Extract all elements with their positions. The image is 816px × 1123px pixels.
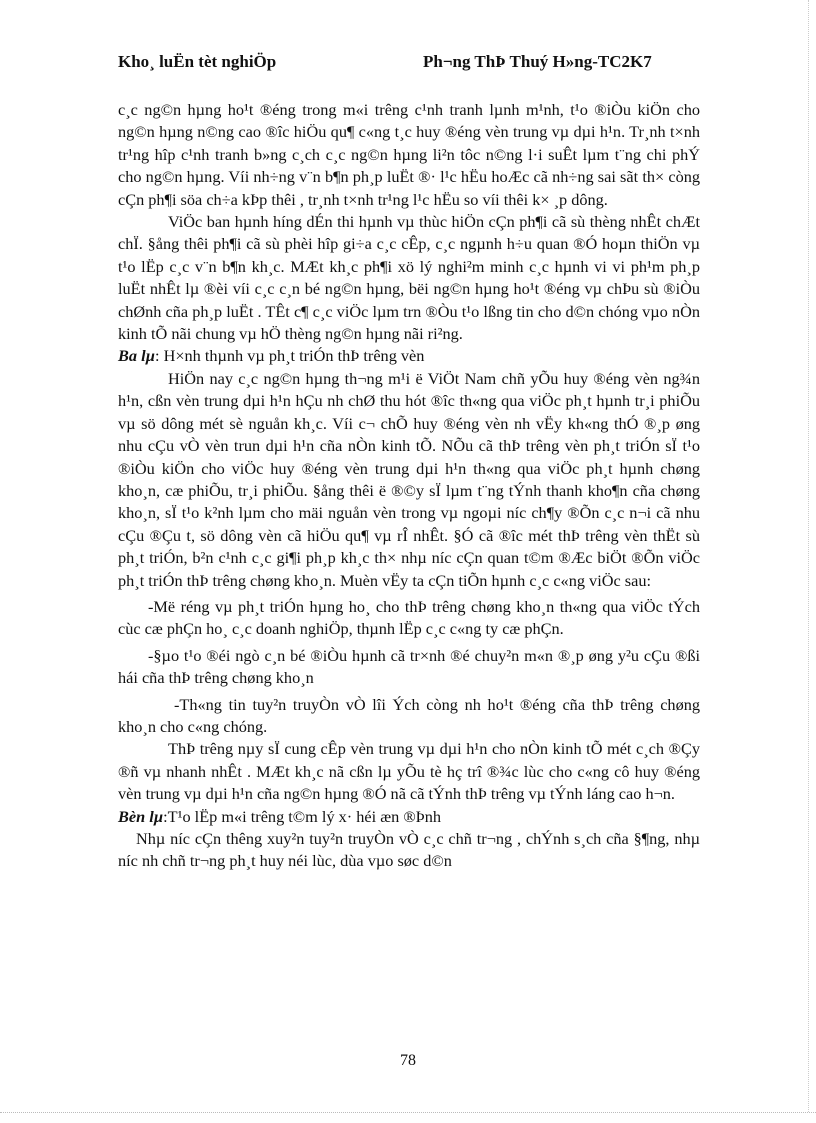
paragraph: Nhµ níc cÇn thêng xuy²n tuy²n truyÒn vÒ c¸c chñ tr¬ng , chÝnh s¸ch cña §¶ng, nhµ níc nh chñ tr¬ng ph¸t huy néi lùc, dùa vµo søc d©n [118,829,700,871]
page-number: 78 [400,1052,416,1069]
body-text [118,99,700,873]
section-3-label: Ba lµ [118,346,155,366]
section-4-label: Bèn lµ [118,806,164,826]
paragraph: ThÞ trêng nµy sÏ cung cÊp vèn trung vµ dµi h¹n cho nÒn kinh tÕ mét c¸ch ®Çy ®ñ vµ nhanh nhÊt . MÆt kh¸c nã cßn lµ yÕu tè hç trî ®¾c lùc cho c«ng cô huy ®éng vèn trung vµ dµi h¹n cña ng©n hµng ®Ó nã cã tÝnh thÞ trêng vµ tÝnh láng cao h¬n. [118,739,700,804]
page-right-divider [808,0,809,1112]
header-right-author: Ph¬ng ThÞ Thuý H»ng-TC2K7 [423,52,652,71]
section-3-title: : H×nh thµnh vµ ph¸t triÓn thÞ trêng vèn [154,346,425,366]
header-left-title: Kho¸ luËn tèt nghiÖp [118,52,277,71]
paragraph: ViÖc ban hµnh híng dÉn thi hµnh vµ thùc hiÖn cÇn ph¶i cã sù thèng nhÊt chÆt chÏ. §ång thêi ph¶i cã sù phèi hîp gi÷a c¸c cÊp, c¸c ngµnh h÷u quan ®Ó hoµn thiÖn vµ t¹o lËp c¸c v¨n b¶n kh¸c. MÆt kh¸c ph¶i xö lý nghi²m minh c¸c hµnh vi vi ph¹m ph¸p luËt nhÊt lµ ®èi víi c¸c c¸n bé ng©n hµng, bëi ng©n hµng ho¹t ®éng vµ chÞu sù ®iÒu chØnh cña ph¸p luËt . TÊt c¶ c¸c viÖc lµm trn ®Òu t¹o lßng tin cho d©n chóng vµo nÒn kinh tÕ nãi chung vµ hÖ thèng ng©n hµng nãi ri²ng. [118,212,700,344]
list-item: -§µo t¹o ®éi ngò c¸n bé ®iÒu hµnh cã tr×nh ®é chuy²n m«n ®¸p øng y²u cÇu ®ßi hái cña thÞ trêng chøng kho¸n [118,645,700,688]
paragraph: c¸c ng©n hµng ho¹t ®éng trong m«i trêng c¹nh tranh lµnh m¹nh, t¹o ®iÒu kiÖn cho ng©n hµng n©ng cao ®îc hiÖu qu¶ c«ng t¸c huy ®éng vèn trung vµ dµi h¹n. Tr¸nh t×nh tr¹ng hîp c¹nh tranh b»ng c¸ch c¸c ng©n hµng li²n tôc n©ng l·i suÊt lµm t¨ng chi phÝ cho ng©n hµng. Víi nh÷ng v¨n b¶n ph¸p luËt ®· l¹c hËu hoÆc cã nh÷ng sai sãt th× còng cÇn ph¶i söa ch÷a kÞp thêi , tr¸nh t×nh tr¹ng l¹c hËu so víi thêi k× ¸p dông. [118,100,700,209]
page-bottom-divider [0,1112,816,1113]
list-item: -Më réng vµ ph¸t triÓn hµng ho¸ cho thÞ trêng chøng kho¸n th«ng qua viÖc tÝch cùc cæ phÇn ho¸ c¸c doanh nghiÖp, thµnh lËp c¸c c«ng ty cæ phÇn. [118,596,700,639]
section-heading-3 [118,345,700,367]
paragraph: HiÖn nay c¸c ng©n hµng th¬ng m¹i ë ViÖt Nam chñ yÕu huy ®éng vèn ng¾n h¹n, cßn vèn trung dµi h¹n hÇu nh chØ thu hót ®îc th«ng qua viÖc ph¸t hµnh tr¸i phiÕu vµ sö dông mét sè nguån kh¸c. Víi c¬ chÕ huy ®éng vèn nh vËy kh«ng thÓ ®¸p øng nhu cÇu vÒ vèn trun dµi h¹n cña nÒn kinh tÕ. NÕu cã thÞ trêng vèn ph¸t triÓn sÏ t¹o ®iÒu kiÖn cho viÖc huy ®éng vèn trung dµi h¹n th«ng qua viÖc ph¸t hµnh chøng kho¸n, cæ phiÕu, tr¸i phiÕu. §ång thêi ë ®©y sÏ lµm t¨ng tÝnh thanh kho¶n cña chøng kho¸n, sÏ t¹o k²nh lµm cho mäi nguån vèn trong vµ ngoµi níc ch¶y ®Õn c¸c n¬i cã nhu cÇu ®Çu t, sö dông vèn cã hiÖu qu¶ vµ rÎ nhÊt. §Ó cã ®îc mét thÞ trêng vèn thËt sù ph¸t triÓn, b²n c¹nh c¸c gi¶i ph¸p kh¸c th× nhµ níc cÇn quan t©m ®Æc biÖt ®Õn viÖc ph¸t triÓn thÞ trêng chøng kho¸n. Muèn vËy ta cÇn tiÕn hµnh c¸c c«ng viÖc sau: [118,368,700,590]
list-item: -Th«ng tin tuy²n truyÒn vÒ lîi Ých còng nh ho¹t ®éng cña thÞ trêng chøng kho¸n cho c«ng chóng. [118,694,700,736]
section-4-title: :T¹o lËp m«i trêng t©m lý x· héi æn ®Þnh [163,806,442,826]
section-heading-4 [118,806,700,828]
